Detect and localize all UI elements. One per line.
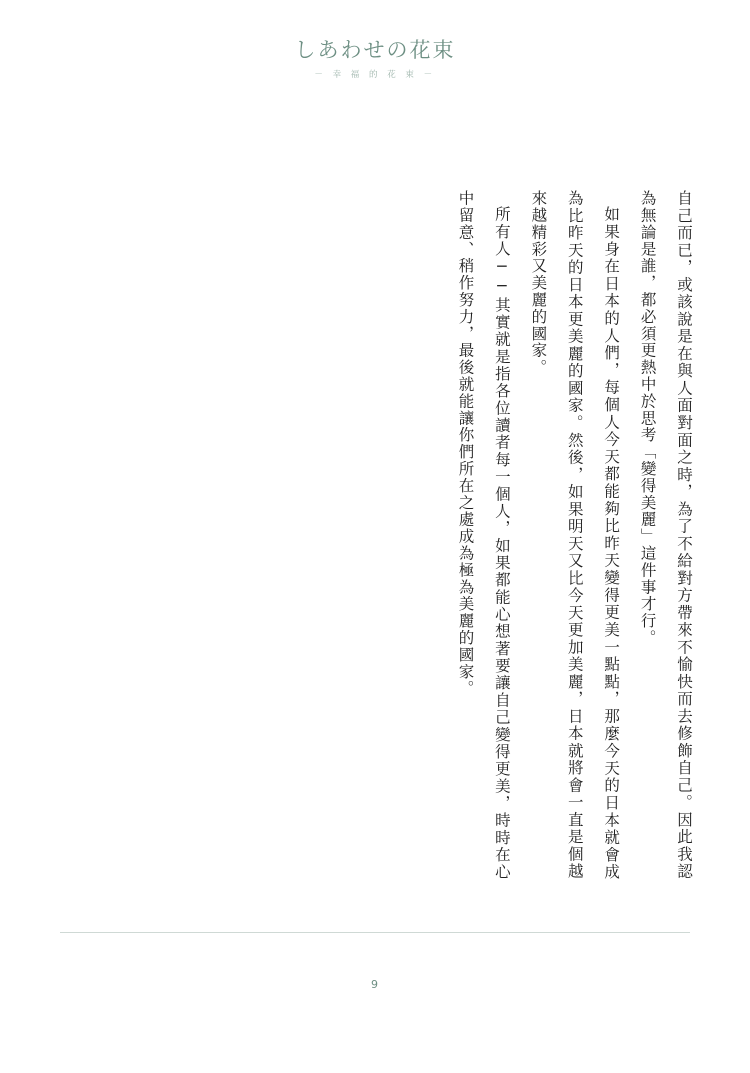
vertical-text-block — [447, 190, 702, 880]
page-number: 9 — [371, 978, 379, 991]
page-header — [0, 38, 750, 80]
paragraph-2: 如果身在日本的人們，每個人今天都能夠比昨天變得更美一點點，那麼今天的日本就會成為比昨天的日本更美麗的國家。然後，如果明天又比今天更加美麗，日本就將會一直是個越來越精彩又美麗的國家。 — [529, 190, 621, 880]
footer-divider — [60, 932, 690, 933]
book-subtitle: － 幸 福 的 花 束 － — [314, 70, 436, 81]
page-body — [48, 190, 702, 880]
book-title: しあわせの花束 — [294, 38, 456, 62]
paragraph-3: 所有人──其實就是指各位讀者每一個人，如果都能心想著要讓自己變得更美，時時在心中留意、稍作努力，最後就能讓你們所在之處成為極為美麗的國家。 — [456, 190, 511, 880]
paragraph-1: 自己而已，或該說是在與人面對面之時，為了不給對方帶來不愉快而去修飾自己。因此我認為無論是誰，都必須更熱中於思考「變得美麗」這件事才行。 — [638, 190, 693, 880]
